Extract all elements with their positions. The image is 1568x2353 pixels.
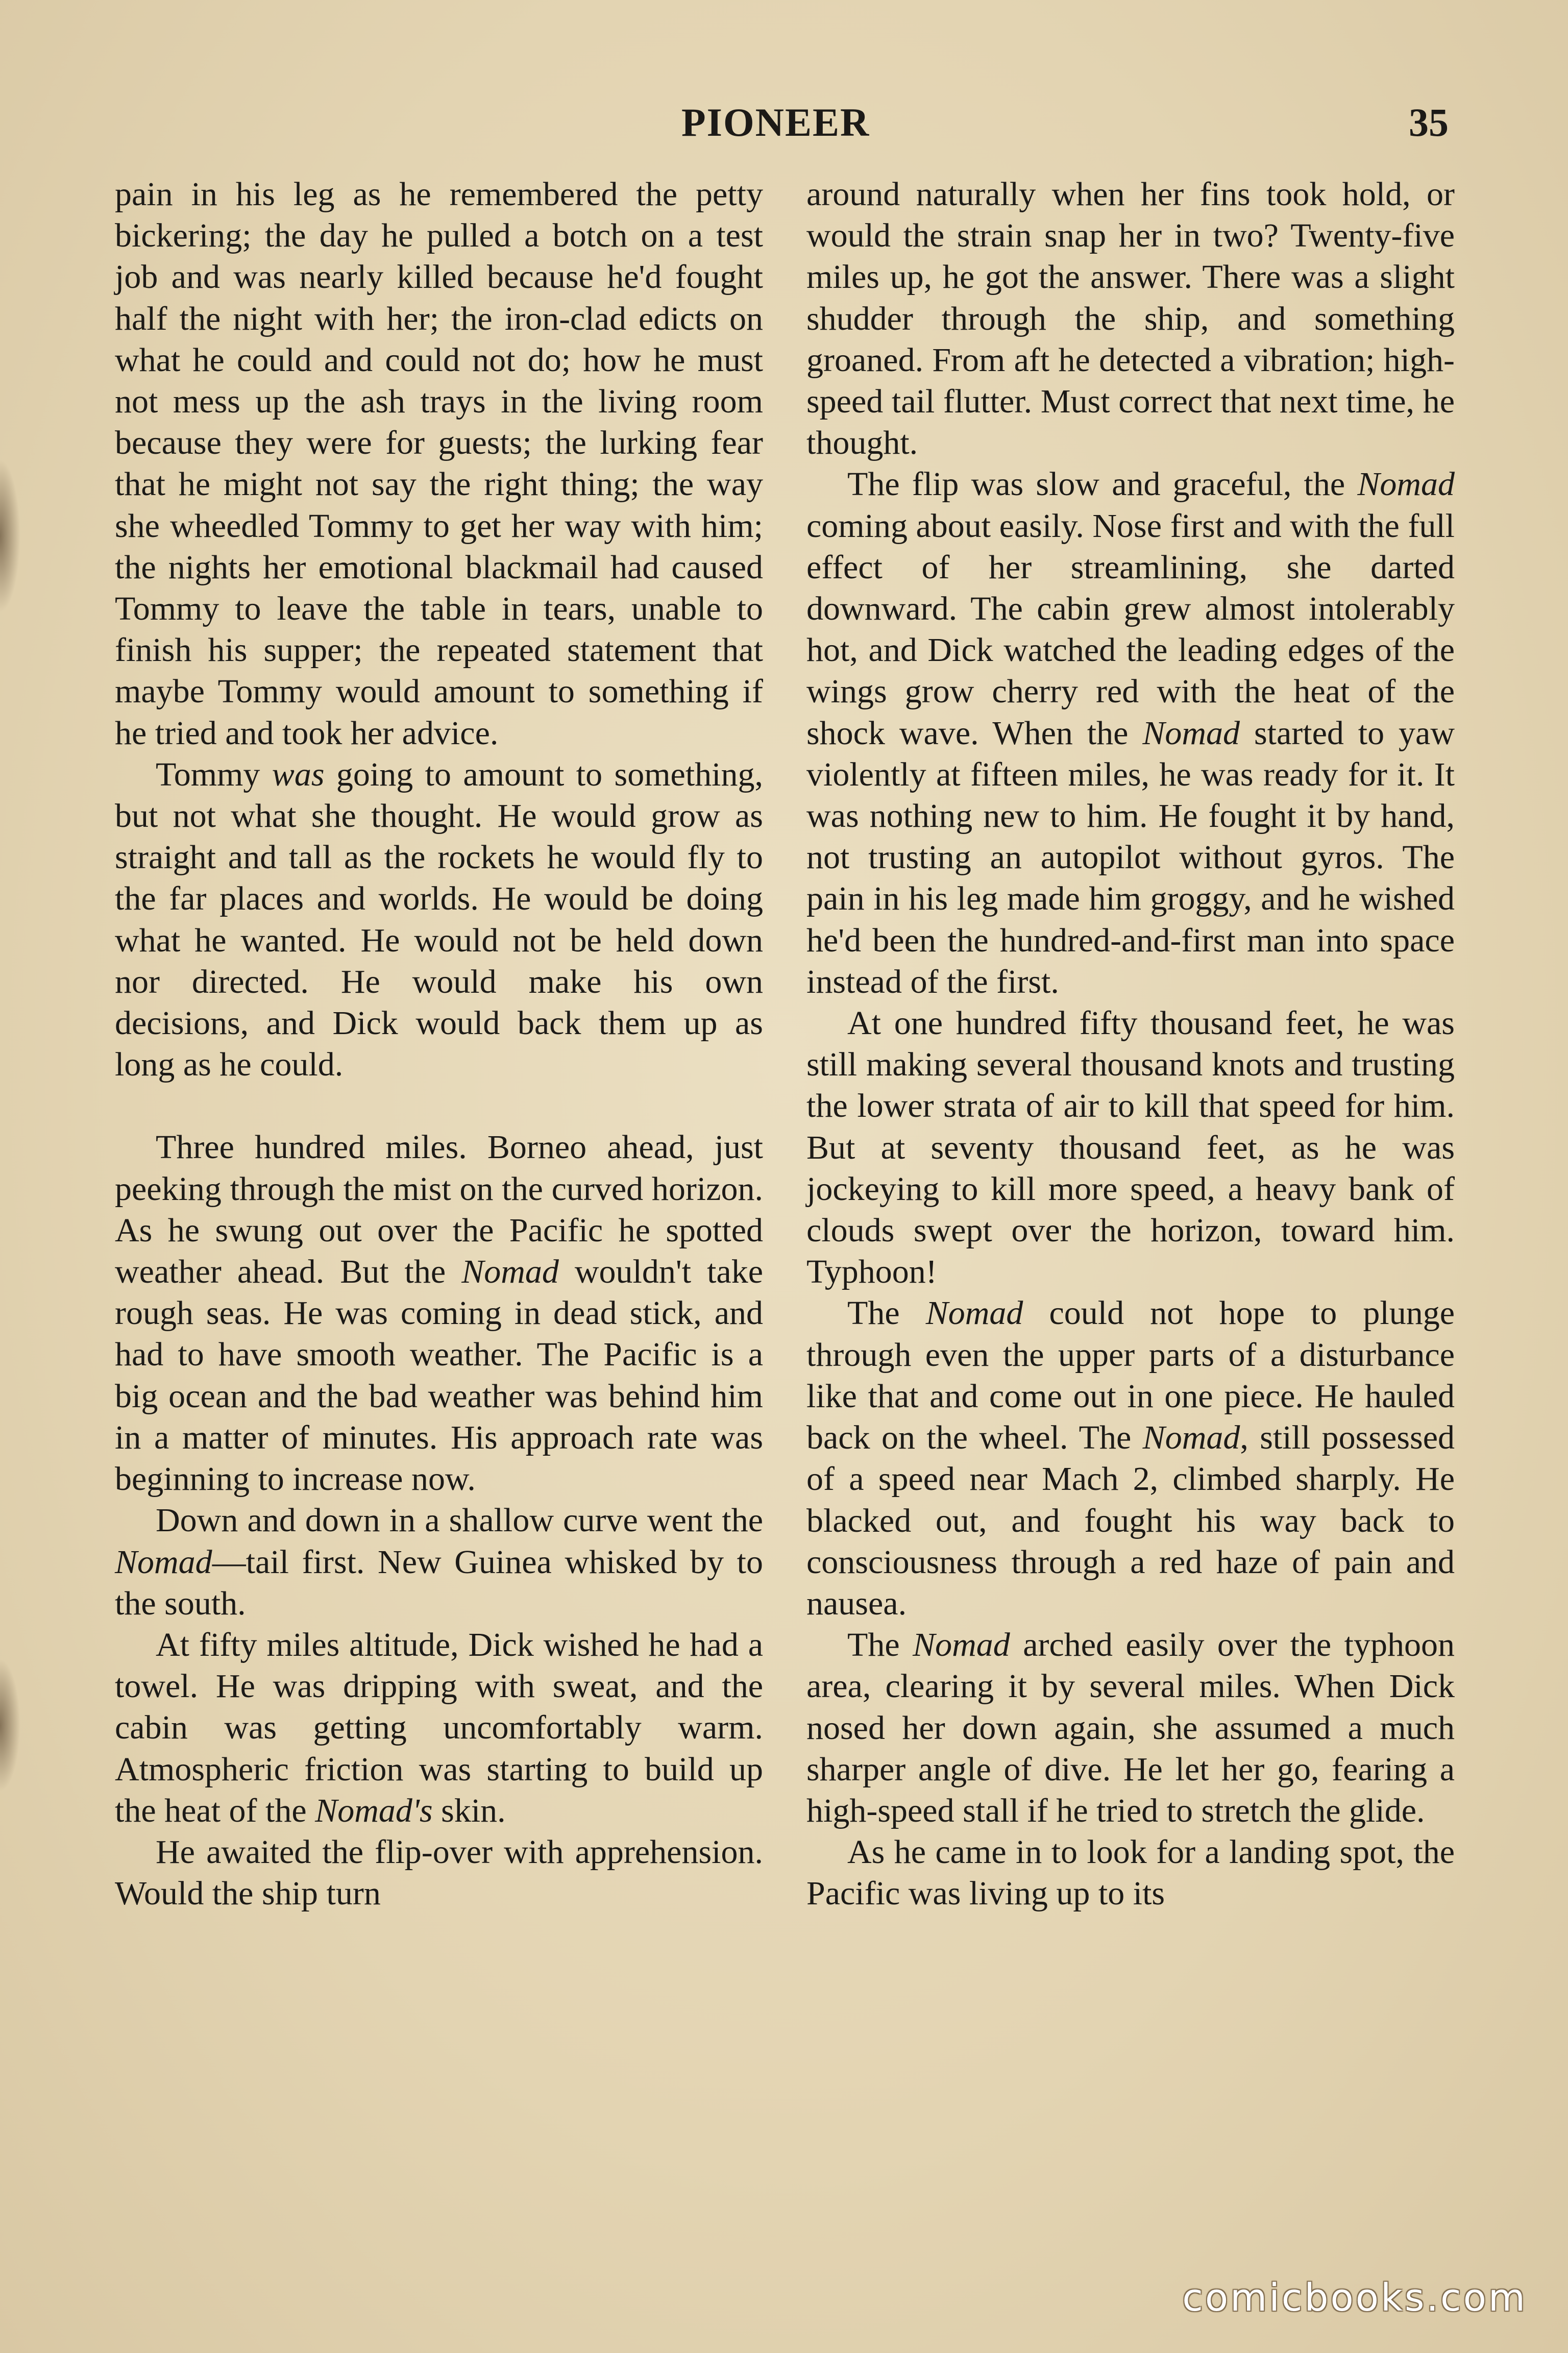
italic-text: Nomad [115, 1543, 212, 1581]
running-head: PIONEER [681, 100, 870, 144]
paragraph [115, 1624, 763, 1831]
text-run: arched easily over the typhoon area, clearing it by several miles. When Dick nosed her down again, she assumed a much sharper angle of dive. He let her go, fearing a high-speed stall if he tried to stretch the glide. [806, 1626, 1455, 1829]
italic-text: Nomad [1357, 465, 1455, 503]
text-run: —tail first. New Guinea whisked by to the south. [115, 1543, 763, 1622]
text-run: Tommy [156, 755, 272, 793]
text-run: started to yaw violently at fifteen miles, he was ready for it. It was nothing new to him. He fought it by hand, not trusting an autopilot without gyros. The pain in his leg made him groggy, and he wished he'd been the hundred-and-first man into space instead of the first. [806, 714, 1455, 1000]
paragraph [115, 1831, 763, 1914]
paragraph [115, 1126, 763, 1500]
text-run: wouldn't take rough seas. He was coming in dead stick, and had to have smooth weather. The Pacific is a big ocean and the bad weather was behind him in a matter of minutes. His approach rate was beginning to increase now. [115, 1253, 764, 1498]
watermark: comicbooks.com [1182, 2276, 1527, 2320]
italic-text: Nomad [461, 1253, 559, 1291]
text-run: He awaited the flip-over with apprehension. Would the ship turn [115, 1833, 763, 1913]
text-run: The flip was slow and graceful, the [847, 465, 1358, 503]
right-text-column [806, 174, 1455, 1915]
text-run: going to amount to something, but not what she thought. He would grow as straight and tall as the rockets he would fly to the far places and worlds. He would be doing what he wanted. He would not be held down nor directed. He would make his own decisions, and Dick would back them up as long as he could. [115, 755, 764, 1084]
italic-text: was [272, 755, 325, 793]
text-run: coming about easily. Nose first and with the full effect of her streamlining, she darted downward. The cabin grew almost intolerably hot, and Dick watched the leading edges of the wings grow cherry red with the heat of the shock wave. When the [806, 507, 1455, 752]
text-run: skin. [432, 1792, 506, 1829]
paragraph [806, 1292, 1455, 1624]
text-run: Down and down in a shallow curve went the [156, 1502, 763, 1539]
text-run: At one hundred fifty thousand feet, he was still making several thousand knots and trusting the lower strata of air to kill that speed for him. But at seventy thousand feet, as he was jockeying to kill more speed, a heavy bank of clouds swept over the horizon, toward him. Typhoon! [806, 1004, 1455, 1291]
text-run: As he came in to look for a landing spot, the Pacific was living up to its [806, 1833, 1455, 1913]
text-run: Three hundred miles. Borneo ahead, just peeking through the mist on the curved horizon. As he swung out over the Pacific he spotted weather ahead. But the [115, 1129, 763, 1291]
paragraph [115, 1500, 763, 1624]
italic-text: Nomad's [315, 1792, 433, 1829]
paragraph [806, 1002, 1455, 1292]
paragraph [806, 1624, 1455, 1831]
italic-text: Nomad [913, 1626, 1010, 1664]
text-run: The [847, 1626, 913, 1664]
left-text-column [115, 174, 763, 1914]
italic-text: Nomad [1142, 714, 1240, 752]
paragraph [115, 174, 763, 754]
paragraph [806, 1831, 1455, 1914]
text-run: At fifty miles altitude, Dick wished he had a towel. He was dripping with sweat, and the cabin was getting uncomfortably warm. Atmospheric friction was starting to build up the heat of the [115, 1626, 763, 1829]
text-run: , still possessed of a speed near Mach 2, climbed sharply. He blacked out, and fought his way back to consciousness through a red haze of pain and nausea. [806, 1419, 1455, 1622]
page-header [0, 100, 1568, 156]
paragraph [806, 174, 1455, 463]
text-run: around naturally when her fins took hold, or would the strain snap her in two? Twenty-five miles up, he got the answer. There was a slight shudder through the ship, and something groaned. From aft he detected a vibration; high-speed tail flutter. Must correct that next time, he thought. [806, 176, 1455, 462]
text-run: pain in his leg as he remembered the petty bickering; the day he pulled a botch on a test job and was nearly killed because he'd fought half the night with her; the iron-clad edicts on what he could and could not do; how he must not mess up the ash trays in the living room because they were for guests; the lurking fear that he might not say the right thing; the way she wheedled Tommy to get her way with him; the nights her emotional blackmail had caused Tommy to leave the table in tears, unable to finish his supper; the repeated statement that maybe Tommy would amount to something if he tried and took her advice. [115, 176, 763, 752]
paragraph [115, 754, 763, 1086]
text-run: The [847, 1294, 926, 1332]
italic-text: Nomad [925, 1294, 1023, 1332]
text-run: could not hope to plunge through even the upper parts of a disturbance like that and come out in one piece. He hauled back on the wheel. The [806, 1294, 1455, 1457]
paragraph [806, 463, 1455, 1002]
italic-text: Nomad [1142, 1419, 1240, 1457]
page-number: 35 [1409, 100, 1449, 144]
page-edge-shadow [0, 1659, 20, 1792]
page-edge-shadow [0, 459, 20, 612]
